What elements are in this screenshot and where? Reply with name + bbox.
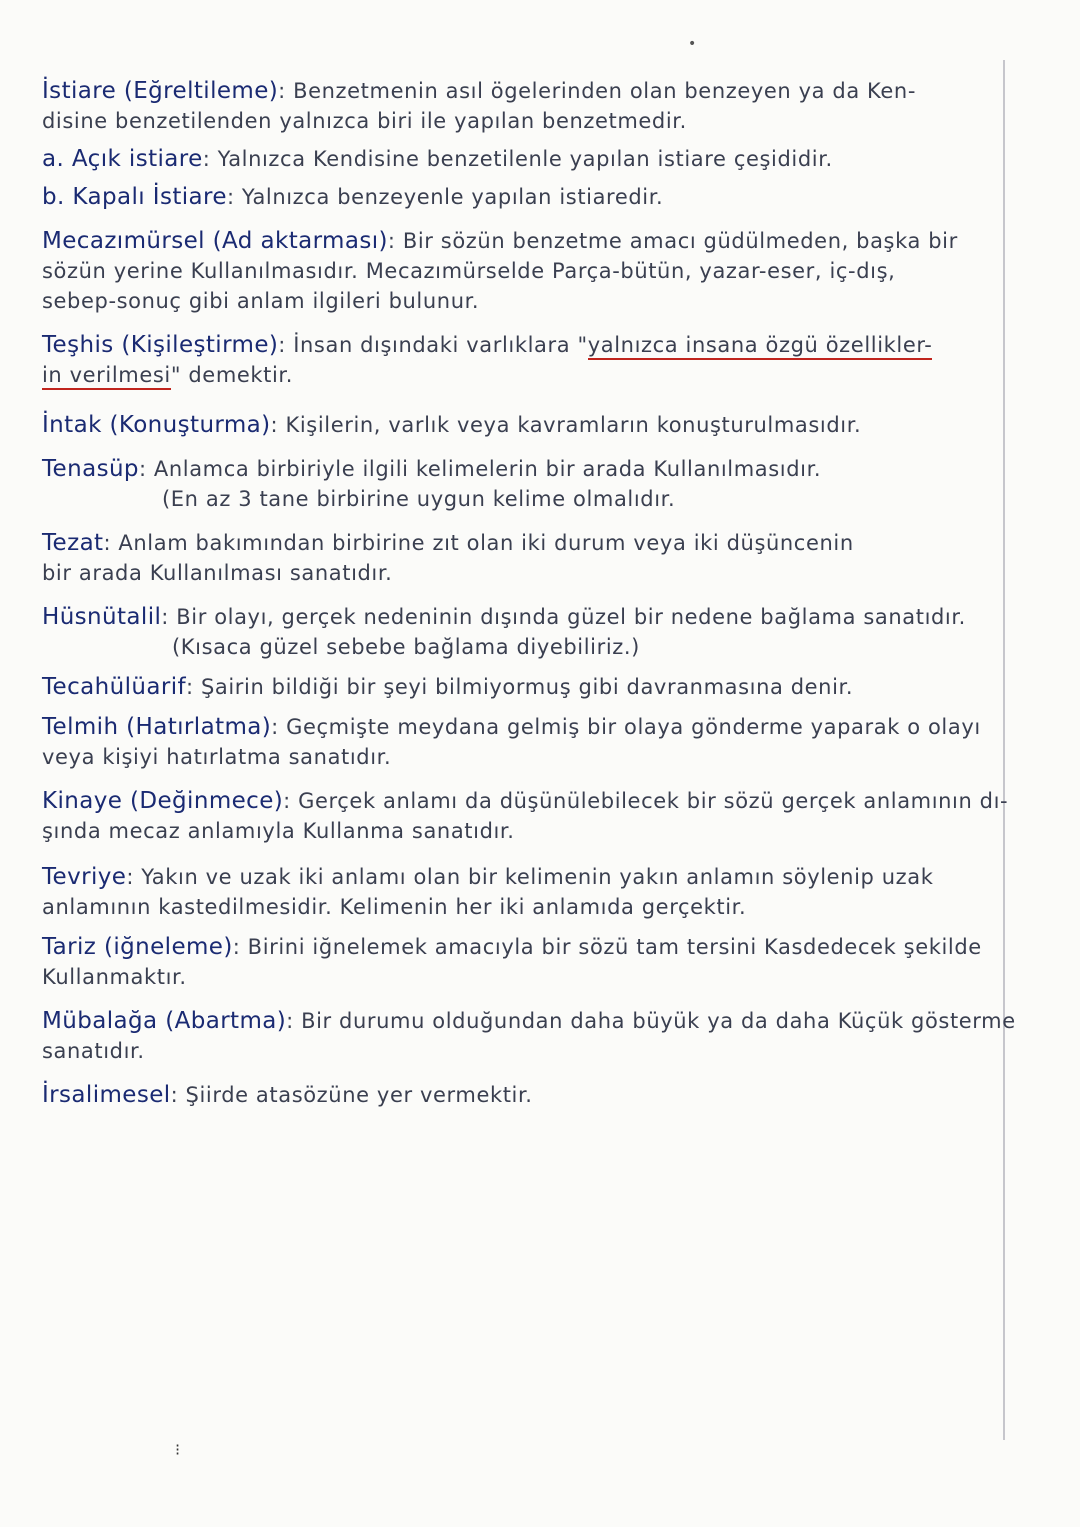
term-kapali-istiare: b. Kapalı İstiare bbox=[42, 184, 227, 210]
definition-line: : Bir olayı, gerçek nedeninin dışında güzel bir nedene bağlama sanatıdır. bbox=[161, 605, 966, 629]
definition-line: (En az 3 tane birbirine uygun kelime olmalıdır. bbox=[162, 487, 676, 511]
entry-telmih bbox=[42, 712, 1002, 772]
term-intak: İntak (Konuşturma) bbox=[42, 412, 271, 438]
definition-line: : İnsan dışındaki varlıklara " bbox=[278, 333, 588, 357]
definition-line: " demektir. bbox=[170, 363, 293, 387]
term-mubalaga: Mübalağa (Abartma) bbox=[42, 1008, 287, 1034]
term-husnutalil: Hüsnütalil bbox=[42, 604, 162, 630]
definition-line: (Kısaca güzel sebebe bağlama diyebiliriz.) bbox=[172, 635, 640, 659]
definition-line: : Gerçek anlamı da düşünülebilecek bir sözü gerçek anlamının dı- bbox=[283, 789, 1009, 813]
term-tevriye: Tevriye bbox=[42, 864, 127, 890]
entry-mubalaga bbox=[42, 1006, 1016, 1066]
definition-line: sanatıdır. bbox=[42, 1039, 145, 1063]
definition-line: anlamının kastedilmesidir. Kelimenin her iki anlamıda gerçektir. bbox=[42, 895, 747, 919]
entry-intak bbox=[42, 410, 1002, 440]
term-acik-istiare: a. Açık istiare bbox=[42, 146, 203, 172]
term-telmih: Telmih (Hatırlatma) bbox=[42, 714, 272, 740]
underlined-phrase: in verilmesi bbox=[42, 363, 171, 390]
definition-line: : Şiirde atasözüne yer vermektir. bbox=[170, 1083, 533, 1107]
entry-kinaye bbox=[42, 786, 1009, 846]
term-tezat: Tezat bbox=[42, 530, 104, 556]
entry-mecazimursel bbox=[42, 226, 1002, 316]
definition-line: şında mecaz anlamıyla Kullanma sanatıdır. bbox=[42, 819, 515, 843]
definition-line: sözün yerine Kullanılmasıdır. Mecazımürselde Parça-bütün, yazar-eser, iç-dış, bbox=[42, 259, 896, 283]
entry-acik-istiare bbox=[42, 144, 1002, 174]
definition-line: : Yalnızca Kendisine benzetilenle yapılan istiare çeşididir. bbox=[202, 147, 833, 171]
entry-teshis bbox=[42, 330, 1002, 390]
definition-line: : Yakın ve uzak iki anlamı olan bir kelimenin yakın anlamın söylenip uzak bbox=[126, 865, 934, 889]
page-margin-line bbox=[1003, 60, 1005, 1440]
definition-line: : Anlamca birbiriyle ilgili kelimelerin bir arada Kullanılmasıdır. bbox=[138, 457, 822, 481]
entry-tenasup bbox=[42, 454, 1002, 514]
entry-kapali-istiare bbox=[42, 182, 1002, 212]
definition-line: : Bir sözün benzetme amacı güdülmeden, başka bir bbox=[387, 229, 958, 253]
entry-tariz bbox=[42, 932, 1002, 992]
notes-body bbox=[42, 76, 1016, 1124]
definition-line: sebep-sonuç gibi anlam ilgileri bulunur. bbox=[42, 289, 480, 313]
definition-line: : Kişilerin, varlık veya kavramların konuşturulmasıdır. bbox=[270, 413, 862, 437]
definition-line: disine benzetilenden yalnızca biri ile yapılan benzetmedir. bbox=[42, 109, 687, 133]
term-tecahuluarif: Tecahülüarif bbox=[42, 674, 186, 700]
definition-line: : Bir durumu olduğundan daha büyük ya da daha Küçük gösterme bbox=[286, 1009, 1016, 1033]
definition-line: bir arada Kullanılması sanatıdır. bbox=[42, 561, 393, 585]
definition-line: veya kişiyi hatırlatma sanatıdır. bbox=[42, 745, 392, 769]
term-tariz: Tariz (iğneleme) bbox=[42, 934, 233, 960]
term-mecazimursel: Mecazımürsel (Ad aktarması) bbox=[42, 228, 388, 254]
term-irsalimesel: İrsalimesel bbox=[42, 1082, 171, 1108]
entry-tevriye bbox=[42, 862, 1002, 922]
definition-line: : Geçmişte meydana gelmiş bir olaya gönderme yaparak o olayı bbox=[271, 715, 981, 739]
entry-husnutalil bbox=[42, 602, 1002, 662]
entry-istiare bbox=[42, 76, 1002, 136]
term-kinaye: Kinaye (Değinmece) bbox=[42, 788, 284, 814]
underlined-phrase: yalnızca insana özgü özellikler- bbox=[588, 333, 933, 360]
definition-line: : Anlam bakımından birbirine zıt olan iki durum veya iki düşüncenin bbox=[103, 531, 854, 555]
ink-dot: • bbox=[688, 36, 697, 52]
term-tenasup: Tenasüp bbox=[42, 456, 139, 482]
entry-tezat bbox=[42, 528, 1002, 588]
term-teshis: Teşhis (Kişileştirme) bbox=[42, 332, 279, 358]
ink-mark: ⁝ bbox=[175, 1440, 181, 1459]
definition-line: : Yalnızca benzeyenle yapılan istiaredir. bbox=[226, 185, 664, 209]
term-istiare: İstiare (Eğreltileme) bbox=[42, 78, 279, 104]
definition-line: : Şairin bildiği bir şeyi bilmiyormuş gibi davranmasına denir. bbox=[186, 675, 854, 699]
definition-line: Kullanmaktır. bbox=[42, 965, 187, 989]
definition-line: : Birini iğnelemek amacıyla bir sözü tam tersini Kasdedecek şekilde bbox=[232, 935, 982, 959]
definition-line: : Benzetmenin asıl ögelerinden olan benzeyen ya da Ken- bbox=[278, 79, 916, 103]
entry-irsalimesel bbox=[42, 1080, 1002, 1110]
entry-tecahuluarif bbox=[42, 672, 1002, 702]
